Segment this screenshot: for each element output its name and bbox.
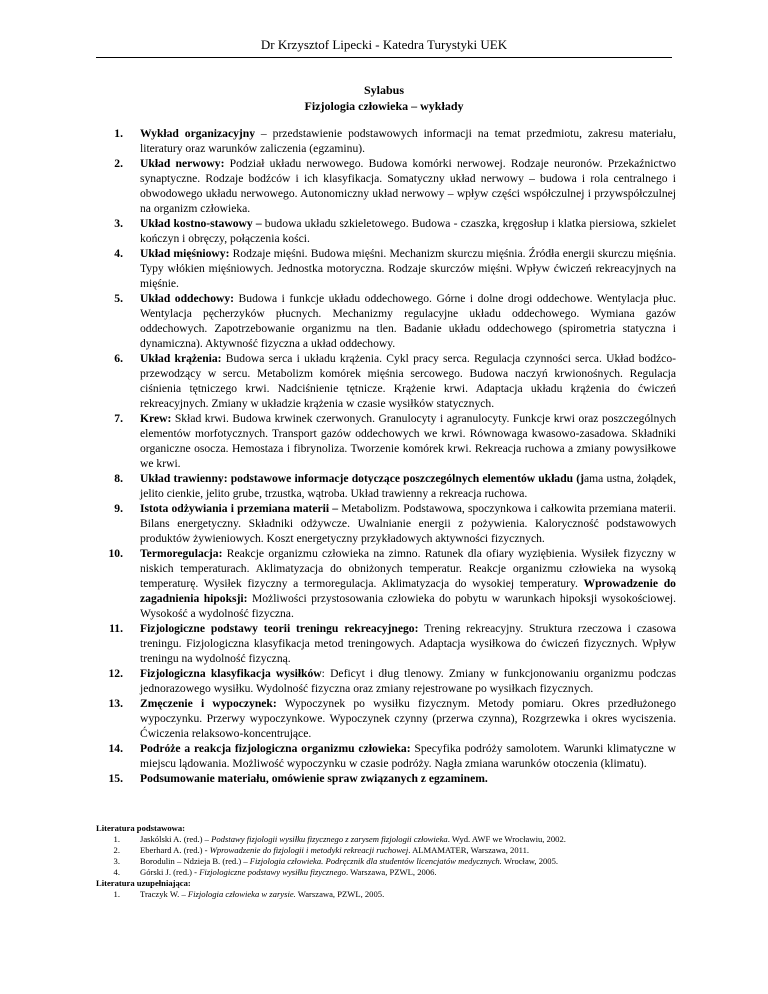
topic-text: budowa układu szkieletowego. Budowa - czaszka, kręgosłup i klatka piersiowa, szkielet kończyn i obręczy, połączenia kości. [140, 217, 676, 245]
literature-number: 1. [113, 834, 120, 844]
topics-list [96, 126, 676, 786]
topic-item [96, 696, 676, 741]
topic-title: Wykład organizacyjny [140, 127, 255, 140]
topic-text: Wypoczynek po wysiłku fizycznym. Metody pomiaru. Okres przedłużonego wypoczynku. Przerwy wypoczynkowe. Wypoczynek czynny (przerwa czynna), Rozgrzewka i okres wyciszenia. Ćwiczenia relaksowo-koncentrujące. [140, 697, 676, 740]
topic-number: 9. [114, 502, 123, 515]
topic-title: Układ mięśniowy: [140, 247, 230, 260]
topic-number: 10. [108, 547, 123, 560]
topic-item [96, 216, 676, 246]
topic-title: Podsumowanie materiału, omówienie spraw związanych z egzaminem. [140, 772, 488, 785]
literature-number: 2. [113, 845, 120, 855]
topic-number: 6. [114, 352, 123, 365]
topic-number: 13. [108, 697, 123, 710]
literature-section [96, 823, 676, 900]
literature-publisher: Wrocław, 2005. [501, 856, 559, 866]
topic-item [96, 471, 676, 501]
literature-number: 4. [113, 867, 120, 877]
header-rule [96, 57, 672, 58]
literature-title: Wprowadzenie do fizjologii i metodyki rekreacji ruchowej [209, 845, 409, 855]
topic-item [96, 411, 676, 471]
topic-title: Istota odżywiania i przemiana materii – [140, 502, 339, 515]
literature-title: Fizjologia człowieka w zarysie. [187, 889, 296, 899]
literature-publisher: . Wyd. AWF we Wrocławiu, 2002. [447, 834, 566, 844]
topic-text: Reakcje organizmu człowieka na zimno. Ratunek dla ofiary wyziębienia. Wysiłek fizyczny w niskich temperaturach. Aklimatyzacja do obniżonych temperatur. Reakcje organizmu człowieka na wysoką temperaturę. Wysiłek fizyczny a termoregulacja. Aklimatyzacja do wysokiej temperatury. [140, 547, 676, 590]
topic-number: 11. [109, 622, 123, 635]
literature-author: Górski J. (red.) - [140, 867, 200, 877]
literature-basic-heading: Literatura podstawowa: [96, 823, 186, 833]
topic-number: 3. [114, 217, 123, 230]
topic-number: 8. [114, 472, 123, 485]
literature-number: 1. [113, 889, 120, 899]
literature-item [96, 867, 676, 878]
topic-text: – przedstawienie podstawowych informacji na temat przedmiotu, zakresu materiału, literatury oraz warunków zaliczenia (egzaminu). [140, 127, 676, 155]
literature-item [96, 845, 676, 856]
topic-item [96, 741, 676, 771]
topic-text: Trening rekreacyjny. Struktura rzeczowa i czasowa treningu. Fizjologiczna klasyfikacja metod treningowych. Adaptacja wysiłkowa do ćwiczeń fizycznych. Wpływ treningu na wydolność fizyczną. [140, 622, 676, 665]
title-syllabus: Sylabus [363, 83, 405, 97]
topic-title: Układ kostno-stawowy – [140, 217, 262, 230]
literature-title: Fizjologia człowieka. Podręcznik dla studentów licencjatów medycznych. [249, 856, 502, 866]
topic-number: 7. [114, 412, 123, 425]
topic-title: Zmęczenie i wypoczynek: [140, 697, 277, 710]
topic-text: Metabolizm. Podstawowa, spoczynkowa i całkowita przemiana materii. Bilans energetyczny. Składniki odżywcze. Uwalnianie energii z pożywienia. Kaloryczność podstawowych produktów żywieniowych. Koszt energetyczny przykładowych aktywności fizycznych. [140, 502, 677, 545]
literature-basic-list [96, 834, 676, 878]
topic-text: Rodzaje mięśni. Budowa mięśni. Mechanizm skurczu mięśnia. Źródła energii skurczu mięśnia. Typy włókien mięśniowych. Jednostka motoryczna. Rodzaje skurczów mięśni. Wpływ ćwiczeń rekreacyjnych na mięśnie. [140, 247, 676, 290]
topic-title: Układ nerwowy: [140, 157, 225, 170]
topic-item [96, 666, 676, 696]
topic-subtitle: Wprowadzenie do zagadnienia hipoksji: [140, 577, 676, 605]
topic-text: Budowa i funkcje układu oddechowego. Górne i dolne drogi oddechowe. Wentylacja płuc. Wentylacja pęcherzyków płucnych. Mechanizmy regulacyjne układu oddechowego. Wymiana gazów oddechowych. Zapotrzebowanie organizmu na tlen. Badanie układu oddechowego (spirometria statyczna i dynamiczna). Aktywność fizyczna a układ oddechowy. [140, 292, 676, 350]
topic-item [96, 501, 676, 546]
literature-title: Fizjologiczne podstawy wysiłku fizycznego [199, 867, 346, 877]
literature-publisher: . ALMAMATER, Warszawa, 2011. [408, 845, 530, 855]
literature-publisher: . Warszawa, PZWL, 2006. [345, 867, 437, 877]
topic-title: Fizjologiczne podstawy teorii treningu rekreacyjnego: [140, 622, 419, 635]
topic-title: Podróże a reakcja fizjologiczna organizmu człowieka: [140, 742, 411, 755]
literature-item [96, 834, 676, 845]
topic-item [96, 156, 676, 216]
topic-text: Specyfika podróży samolotem. Warunki klimatyczne w miejscu lądowania. Możliwość wypoczynku w czasie podróży. Nagła zmiana warunków otoczenia (klimatu). [140, 742, 676, 770]
literature-author: Jaskólski A. (red.) – [140, 834, 212, 844]
topic-text: Budowa serca i układu krążenia. Cykl pracy serca. Regulacja czynności serca. Układ bodźco-przewodzący w sercu. Metabolizm komórek mięśnia sercowego. Budowa naczyń krwionośnych. Regulacja ciśnienia tętniczego krwi. Nadciśnienie tętnicze. Krążenie krwi. Adaptacja układu krążenia do ćwiczeń rekreacyjnych. Zmiany w układzie krążenia w czasie wysiłków statycznych. [140, 352, 676, 410]
topic-number: 12. [108, 667, 123, 680]
literature-item [96, 856, 676, 867]
literature-author: Eberhard A. (red.) - [140, 845, 210, 855]
topic-subtext: Możliwości przystosowania człowieka do pobytu w warunkach hipoksji wysokościowej. Wysokość a wydolność fizyczna. [140, 592, 676, 620]
literature-publisher: Warszawa, PZWL, 2005. [295, 889, 385, 899]
topic-text: ama ustna, żołądek, jelito cienkie, jelito grube, trzustka, wątroba. Układ trawienny a rekreacja ruchowa. [140, 472, 676, 500]
topic-number: 1. [114, 127, 123, 140]
topic-item [96, 126, 676, 156]
topic-number: 2. [114, 157, 123, 170]
topic-title: Układ oddechowy: [140, 292, 235, 305]
topic-item [96, 351, 676, 411]
topic-text: : Deficyt i dług tlenowy. Zmiany w funkcjonowaniu organizmu podczas jednorazowego wysiłku. Wydolność fizyczna oraz zmiany rejestrowane po wysiłkach fizycznych. [140, 667, 676, 695]
literature-item [96, 889, 676, 900]
topic-title: Układ krążenia: [140, 352, 222, 365]
topic-text: Podział układu nerwowego. Budowa komórki nerwowej. Rodzaje neuronów. Przekaźnictwo synaptyczne. Rodzaje bodźców i ich klasyfikacja. Somatyczny układ nerwowy – budowa i rola centralnego i obwodowego układu nerwowego. Autonomiczny układ nerwowy – wpływ części współczulnej i przywspółczulnej na organizm człowieka. [140, 157, 676, 215]
topic-item [96, 771, 676, 786]
literature-author: Traczyk W. – [140, 889, 188, 899]
topic-title: Termoregulacja: [140, 547, 223, 560]
topic-item [96, 546, 676, 621]
topic-number: 14. [108, 742, 123, 755]
topic-title: Układ trawienny: podstawowe informacje dotyczące poszczególnych elementów układu (j [140, 472, 585, 485]
topic-number: 5. [114, 292, 123, 305]
literature-title: Podstawy fizjologii wysiłku fizycznego z zarysem fizjologii człowieka [211, 834, 448, 844]
topic-item [96, 246, 676, 291]
topic-number: 4. [114, 247, 123, 260]
literature-number: 3. [113, 856, 120, 866]
topic-item [96, 621, 676, 666]
literature-extra-list [96, 889, 676, 900]
topic-title: Fizjologiczna klasyfikacja wysiłków [140, 667, 322, 680]
topic-item [96, 291, 676, 351]
literature-author: Borodulin – Ndzieja B. (red.) – [140, 856, 250, 866]
page-header: Dr Krzysztof Lipecki - Katedra Turystyki UEK [260, 37, 508, 52]
title-course: Fizjologia człowieka – wykłady [304, 99, 464, 113]
topic-text: Skład krwi. Budowa krwinek czerwonych. Granulocyty i agranulocyty. Funkcje krwi oraz poszczególnych elementów morfotycznych. Transport gazów oddechowych we krwi. Równowaga kwasowo-zasadowa. Składniki organiczne osocza. Hemostaza i fibrynoliza. Tworzenie komórek krwi. Rekreacja ruchowa a zmiany powysiłkowe we krwi. [140, 412, 676, 470]
topic-number: 15. [108, 772, 123, 785]
topic-title: Krew: [140, 412, 172, 425]
literature-extra-heading: Literatura uzupełniająca: [96, 878, 191, 888]
